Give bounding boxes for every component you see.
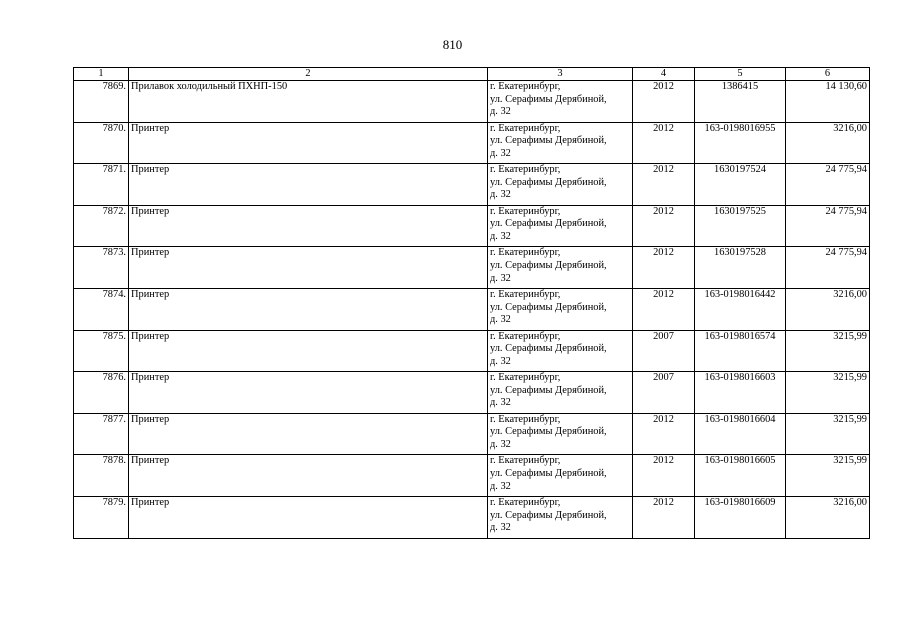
address-line: г. Екатеринбург, — [490, 205, 561, 217]
table-row — [74, 164, 870, 206]
item-address — [488, 455, 633, 497]
address-line: д. 32 — [490, 397, 511, 409]
address-line: г. Екатеринбург, — [490, 288, 561, 300]
row-number: 7869. — [74, 81, 129, 123]
inventory-number: 1630197528 — [695, 247, 786, 289]
address-line: д. 32 — [490, 147, 511, 159]
column-number-header-row — [74, 68, 870, 81]
item-cost: 3216,00 — [786, 122, 870, 164]
row-number: 7873. — [74, 247, 129, 289]
item-name: Принтер — [129, 455, 488, 497]
item-year: 2012 — [633, 413, 695, 455]
row-number: 7878. — [74, 455, 129, 497]
row-number: 7875. — [74, 330, 129, 372]
address-line: д. 32 — [490, 314, 511, 326]
item-name: Принтер — [129, 372, 488, 414]
address-line: ул. Серафимы Дерябиной, — [490, 343, 607, 355]
address-line: д. 32 — [490, 438, 511, 450]
address-line: г. Екатеринбург, — [490, 413, 561, 425]
address-line: г. Екатеринбург, — [490, 372, 561, 384]
item-name: Принтер — [129, 496, 488, 538]
item-cost: 24 775,94 — [786, 247, 870, 289]
address-line: д. 32 — [490, 480, 511, 492]
item-address — [488, 122, 633, 164]
row-number: 7876. — [74, 372, 129, 414]
table-row — [74, 496, 870, 538]
row-number: 7872. — [74, 205, 129, 247]
address-line: г. Екатеринбург, — [490, 164, 561, 176]
inventory-number: 163-0198016605 — [695, 455, 786, 497]
column-header: 3 — [488, 68, 633, 81]
column-header: 1 — [74, 68, 129, 81]
address-line: г. Екатеринбург, — [490, 330, 561, 342]
address-line: ул. Серафимы Дерябиной, — [490, 509, 607, 521]
inventory-number: 163-0198016604 — [695, 413, 786, 455]
row-number: 7879. — [74, 496, 129, 538]
address-line: ул. Серафимы Дерябиной, — [490, 384, 607, 396]
item-cost: 3215,99 — [786, 330, 870, 372]
column-header: 4 — [633, 68, 695, 81]
address-line: ул. Серафимы Дерябиной, — [490, 426, 607, 438]
table-row — [74, 205, 870, 247]
row-number: 7871. — [74, 164, 129, 206]
item-address — [488, 330, 633, 372]
item-cost: 14 130,60 — [786, 81, 870, 123]
item-year: 2012 — [633, 288, 695, 330]
item-name: Принтер — [129, 413, 488, 455]
item-address — [488, 164, 633, 206]
address-line: ул. Серафимы Дерябиной, — [490, 218, 607, 230]
item-year: 2012 — [633, 247, 695, 289]
inventory-number: 163-0198016955 — [695, 122, 786, 164]
inventory-number: 163-0198016442 — [695, 288, 786, 330]
property-registry-table — [73, 67, 870, 539]
inventory-number: 1386415 — [695, 81, 786, 123]
address-line: г. Екатеринбург, — [490, 496, 561, 508]
address-line: ул. Серафимы Дерябиной, — [490, 93, 607, 105]
table-row — [74, 455, 870, 497]
inventory-number: 163-0198016574 — [695, 330, 786, 372]
item-name: Принтер — [129, 122, 488, 164]
item-name: Прилавок холодильный ПХНП-150 — [129, 81, 488, 123]
item-name: Принтер — [129, 205, 488, 247]
item-year: 2012 — [633, 455, 695, 497]
column-header: 2 — [129, 68, 488, 81]
address-line: ул. Серафимы Дерябиной, — [490, 176, 607, 188]
item-name: Принтер — [129, 247, 488, 289]
item-year: 2012 — [633, 164, 695, 206]
inventory-number: 163-0198016609 — [695, 496, 786, 538]
table-row — [74, 81, 870, 123]
item-year: 2012 — [633, 205, 695, 247]
item-address — [488, 247, 633, 289]
address-line: г. Екатеринбург, — [490, 81, 561, 92]
item-address — [488, 372, 633, 414]
address-line: д. 32 — [490, 272, 511, 284]
table-row — [74, 122, 870, 164]
table-row — [74, 247, 870, 289]
item-cost: 3215,99 — [786, 372, 870, 414]
inventory-number: 1630197524 — [695, 164, 786, 206]
address-line: д. 32 — [490, 106, 511, 118]
column-header: 6 — [786, 68, 870, 81]
item-cost: 3216,00 — [786, 288, 870, 330]
table-row — [74, 413, 870, 455]
address-line: ул. Серафимы Дерябиной, — [490, 467, 607, 479]
item-cost: 3215,99 — [786, 413, 870, 455]
page-number: 810 — [442, 37, 463, 52]
item-name: Принтер — [129, 330, 488, 372]
item-name: Принтер — [129, 288, 488, 330]
item-year: 2012 — [633, 81, 695, 123]
item-cost: 3216,00 — [786, 496, 870, 538]
item-year: 2007 — [633, 372, 695, 414]
item-address — [488, 496, 633, 538]
row-number: 7874. — [74, 288, 129, 330]
column-header: 5 — [695, 68, 786, 81]
address-line: г. Екатеринбург, — [490, 247, 561, 259]
address-line: д. 32 — [490, 189, 511, 201]
inventory-number: 163-0198016603 — [695, 372, 786, 414]
table-row — [74, 330, 870, 372]
item-address — [488, 413, 633, 455]
address-line: д. 32 — [490, 230, 511, 242]
item-address — [488, 81, 633, 123]
address-line: ул. Серафимы Дерябиной, — [490, 259, 607, 271]
table-row — [74, 372, 870, 414]
item-cost: 24 775,94 — [786, 164, 870, 206]
address-line: ул. Серафимы Дерябиной, — [490, 301, 607, 313]
inventory-number: 1630197525 — [695, 205, 786, 247]
item-name: Принтер — [129, 164, 488, 206]
address-line: г. Екатеринбург, — [490, 455, 561, 467]
row-number: 7877. — [74, 413, 129, 455]
item-year: 2012 — [633, 496, 695, 538]
item-address — [488, 288, 633, 330]
table-row — [74, 288, 870, 330]
item-year: 2012 — [633, 122, 695, 164]
row-number: 7870. — [74, 122, 129, 164]
item-address — [488, 205, 633, 247]
address-line: д. 32 — [490, 522, 511, 534]
address-line: г. Екатеринбург, — [490, 122, 561, 134]
item-year: 2007 — [633, 330, 695, 372]
address-line: ул. Серафимы Дерябиной, — [490, 135, 607, 147]
item-cost: 3215,99 — [786, 455, 870, 497]
item-cost: 24 775,94 — [786, 205, 870, 247]
address-line: д. 32 — [490, 355, 511, 367]
